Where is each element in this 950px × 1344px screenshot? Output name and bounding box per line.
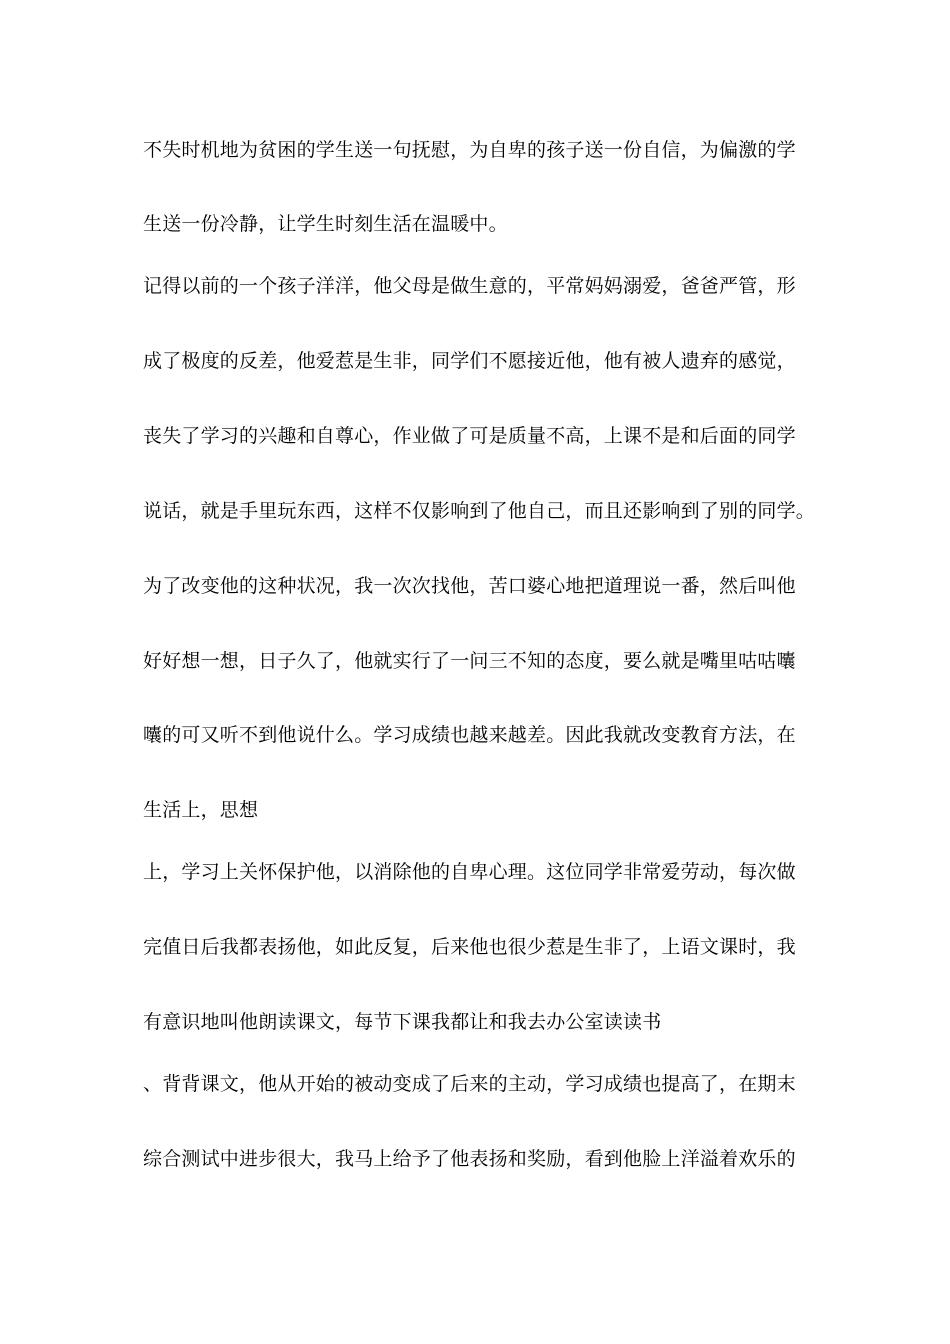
text-line: 说话，就是手里玩东西，这样不仅影响到了他自己，而且还影响到了别的同学。	[143, 500, 816, 522]
text-line: 上，学习上关怀保护他，以消除他的自卑心理。这位同学非常爱劳动，每次做	[143, 861, 796, 883]
text-line: 生送一份冷静，让学生时刻生活在温暖中。	[143, 213, 508, 235]
text-line: 丧失了学习的兴趣和自尊心，作业做了可是质量不高，上课不是和后面的同学	[143, 425, 796, 447]
text-line: 记得以前的一个孩子洋洋，他父母是做生意的，平常妈妈溺爱，爸爸严管，形	[143, 275, 796, 297]
text-line: 好好想一想，日子久了，他就实行了一问三不知的态度，要么就是嘴里咕咕囔	[143, 650, 796, 672]
text-line: 不失时机地为贫困的学生送一句抚慰，为自卑的孩子送一份自信，为偏激的学	[143, 139, 796, 161]
text-line: 有意识地叫他朗读课文，每节下课我都让和我去办公室读读书	[143, 1011, 662, 1033]
text-line: 成了极度的反差，他爱惹是生非，同学们不愿接近他，他有被人遗弃的感觉，	[143, 350, 796, 372]
text-line: 、背背课文，他从开始的被动变成了后来的主动，学习成绩也提高了，在期末	[143, 1073, 796, 1095]
text-line: 综合测试中进步很大，我马上给予了他表扬和奖励，看到他脸上洋溢着欢乐的	[143, 1148, 796, 1170]
text-line: 生活上，思想	[143, 799, 259, 821]
text-line: 为了改变他的这种状况，我一次次找他，苦口婆心地把道理说一番，然后叫他	[143, 575, 796, 597]
text-line: 完值日后我都表扬他，如此反复，后来他也很少惹是生非了，上语文课时，我	[143, 936, 796, 958]
text-line: 囔的可又听不到他说什么。学习成绩也越来越差。因此我就改变教育方法，在	[143, 724, 796, 746]
